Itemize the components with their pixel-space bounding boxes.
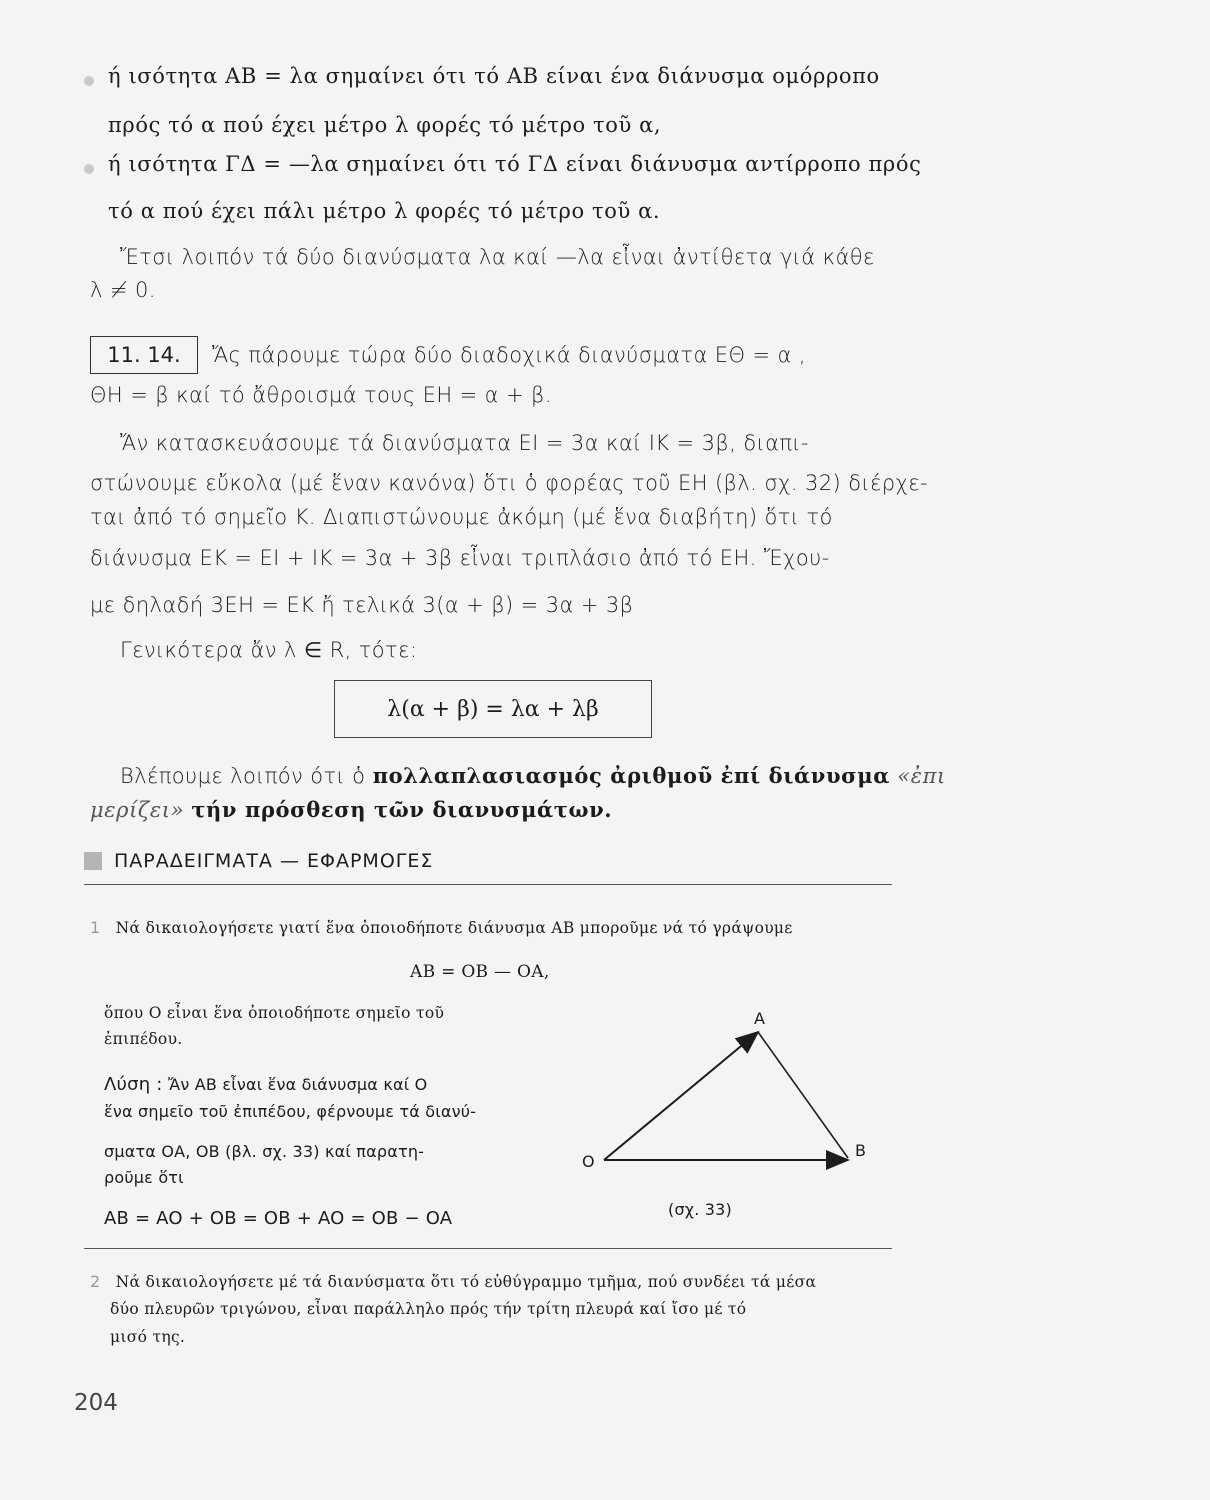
example-1-solution-line-4: ροῦμε ὅτι xyxy=(104,1168,184,1187)
solution-label: Λύση : xyxy=(104,1074,163,1095)
heading-square-icon xyxy=(84,852,102,870)
examples-heading xyxy=(84,850,894,872)
conclusion-line-2 xyxy=(90,797,890,822)
conclusion-line-1 xyxy=(120,763,946,788)
label-B: B xyxy=(855,1141,866,1160)
example-1-number: 1 xyxy=(90,918,101,937)
bullet-dot xyxy=(84,76,94,86)
figure-33-caption: (σχ. 33) xyxy=(668,1200,732,1219)
label-O: O xyxy=(582,1152,595,1171)
section-line-2: ΘΗ = β καί τό ἄθροισμά τους ΕΗ = α + β. xyxy=(90,383,552,407)
conclusion-bold: τήν πρόσθεση τῶν διανυσμάτων. xyxy=(191,797,613,822)
paragraph-1-line-1: Ἔτσι λοιπόν τά δύο διανύσματα λα καί —λα εἶναι ἀντίθετα γιά κάθε xyxy=(120,245,875,269)
figure-33-triangle xyxy=(560,1010,880,1200)
example-1-solution-line-2: ἕνα σημεῖο τοῦ ἐπιπέδου, φέρνουμε τά διανύ- xyxy=(104,1102,477,1121)
example-1-where-line-1: ὅπου Ο εἶναι ἕνα ὁποιοδήποτε σημεῖο τοῦ xyxy=(104,1004,445,1022)
vector-OA xyxy=(604,1032,758,1160)
label-A: A xyxy=(754,1009,765,1028)
bullet-2-line-1: ή ισότητα ΓΔ = —λα σημαίνει ότι τό ΓΔ είναι διάνυσμα αντίρροπο πρός xyxy=(108,152,922,176)
bullet-dot xyxy=(84,164,94,174)
vector-AB xyxy=(758,1032,848,1158)
bullet-1-line-1: ή ισότητα AB = λα σημαίνει ότι τό AB είναι ένα διάνυσμα ομόρροπο xyxy=(108,64,880,88)
example-2-text: Νά δικαιολογήσετε μέ τά διανύσματα ὅτι τό εὐθύγραμμο τμῆμα, πού συνδέει τά μέσα xyxy=(115,1273,817,1291)
conclusion-italic: μερίζει» xyxy=(90,798,185,822)
solution-text: Ἄν AB εἶναι ἕνα διάνυσμα καί Ο xyxy=(167,1075,428,1094)
paragraph-2-line-3: ται ἀπό τό σημεῖο Κ. Διαπιστώνουμε ἀκόμη (μέ ἕνα διαβήτη) ὅτι τό xyxy=(90,505,833,529)
bullet-1-line-2: πρός τό α πού έχει μέτρο λ φορές τό μέτρο τοῦ α, xyxy=(108,113,662,137)
paragraph-2-line-4: διάνυσμα ΕΚ = ΕΙ + ΙΚ = 3α + 3β εἶναι τριπλάσιο ἀπό τό ΕΗ. Ἔχου- xyxy=(90,546,830,570)
distributive-formula-box xyxy=(334,680,652,738)
example-1-statement-row xyxy=(90,918,890,937)
example-2-line-1 xyxy=(90,1272,890,1291)
bullet-2-line-2: τό α πού έχει πάλι μέτρο λ φορές τό μέτρο τοῦ α. xyxy=(108,199,661,223)
paragraph-2-line-5: με δηλαδή 3ΕΗ = ΕΚ ἤ τελικά 3(α + β) = 3α + 3β xyxy=(90,593,634,617)
distributive-formula: λ(α + β) = λα + λβ xyxy=(387,696,599,722)
example-1-statement: Νά δικαιολογήσετε γιατί ἕνα ὁποιοδήποτε διάνυσμα AB μποροῦμε νά τό γράψουμε xyxy=(115,919,793,937)
example-1-where-line-2: ἐπιπέδου. xyxy=(104,1030,183,1048)
example-2-line-2: δύο πλευρῶν τριγώνου, εἶναι παράλληλο πρός τήν τρίτη πλευρά καί ἴσο μέ τό xyxy=(110,1300,747,1318)
general-statement: Γενικότερα ἄν λ ∈ R, τότε: xyxy=(120,638,418,662)
example-2-number: 2 xyxy=(90,1272,101,1291)
example-1-equation: AB = OB — OA, xyxy=(410,962,550,982)
section-number-box: 11. 14. xyxy=(90,336,198,374)
example-2-line-3: μισό της. xyxy=(110,1328,186,1346)
example-1-solution-equation: AB = AO + OB = OB + AO = OB − OA xyxy=(104,1208,453,1229)
conclusion-text: Βλέπουμε λοιπόν ότι ὁ xyxy=(120,764,366,788)
conclusion-italic: «ἐπι xyxy=(897,764,946,788)
paragraph-2-line-2: στώνουμε εὔκολα (μέ ἕναν κανόνα) ὅτι ὁ φορέας τοῦ ΕΗ (βλ. σχ. 32) διέρχε- xyxy=(90,471,929,495)
example-1-solution-line-3: σματα ΟΑ, ΟΒ (βλ. σχ. 33) καί παρατη- xyxy=(104,1142,425,1161)
divider xyxy=(84,884,892,885)
paragraph-2-line-1: Ἄν κατασκευάσουμε τά διανύσματα ΕΙ = 3α καί ΙΚ = 3β, διαπι- xyxy=(120,431,809,455)
conclusion-bold: πολλαπλασιασμός ἀριθμοῦ ἐπί διάνυσμα xyxy=(372,763,890,788)
paragraph-1-line-2: λ ≠ 0. xyxy=(90,278,156,302)
page-number: 204 xyxy=(74,1390,118,1416)
section-line-1: Ἄς πάρουμε τώρα δύο διαδοχικά διανύσματα ΕΘ = α , xyxy=(212,343,806,367)
examples-heading-text: ΠΑΡΑΔΕΙΓΜΑΤΑ — ΕΦΑΡΜΟΓΕΣ xyxy=(114,850,434,872)
divider xyxy=(84,1248,892,1249)
